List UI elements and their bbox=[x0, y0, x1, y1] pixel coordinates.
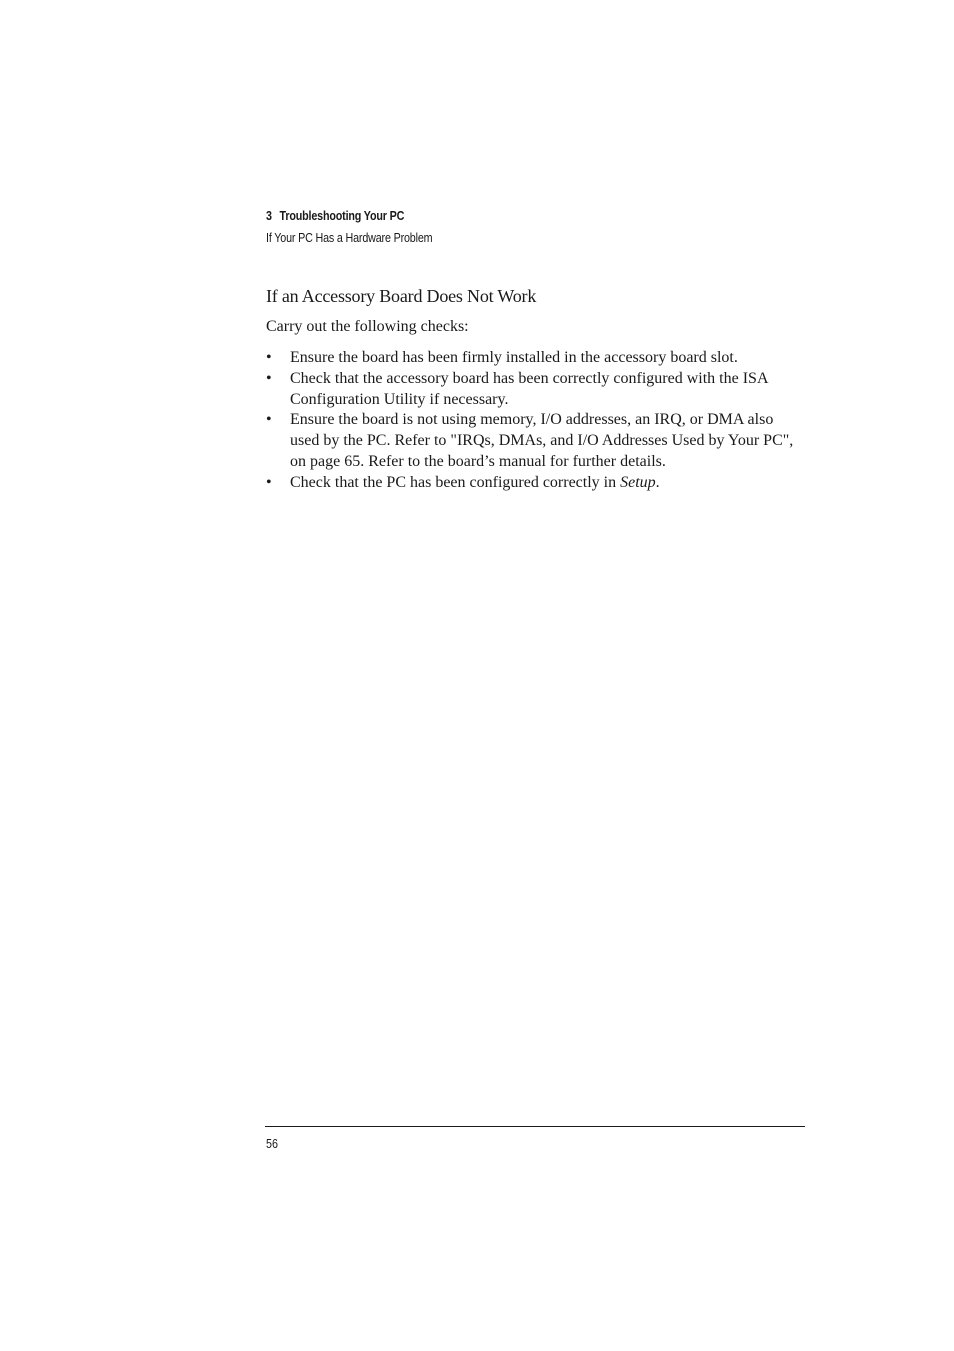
bullet-icon: • bbox=[266, 411, 272, 429]
footer-rule bbox=[265, 1126, 805, 1127]
bullet-icon: • bbox=[266, 473, 272, 491]
chapter-number: 3 bbox=[266, 209, 272, 223]
list-item bbox=[266, 410, 806, 472]
list-item-text: Ensure the board is not using memory, I/O addresses, an IRQ, or DMA also used by the PC. Refer to "IRQs, DMAs, and I/O Addresses Used by Your PC", on page 65. Refer to the board’s manual for further details. bbox=[290, 411, 794, 470]
section-title: If Your PC Has a Hardware Problem bbox=[266, 231, 433, 245]
chapter-heading bbox=[266, 207, 432, 225]
bullet-icon: • bbox=[266, 369, 272, 387]
running-head bbox=[266, 207, 432, 247]
chapter-title: Troubleshooting Your PC bbox=[279, 209, 405, 223]
setup-emphasis: Setup bbox=[620, 473, 656, 491]
list-item bbox=[266, 473, 806, 494]
list-item bbox=[266, 348, 806, 369]
section-heading: If an Accessory Board Does Not Work bbox=[266, 286, 537, 306]
list-item-text: Ensure the board has been firmly installed in the accessory board slot. bbox=[290, 349, 738, 366]
page-number: 56 bbox=[266, 1137, 278, 1151]
intro-text: Carry out the following checks: bbox=[266, 318, 469, 335]
bullet-icon: • bbox=[266, 349, 272, 366]
list-item-text: Check that the PC has been configured correctly in bbox=[290, 473, 617, 491]
list-item-end: . bbox=[655, 473, 660, 491]
list-item bbox=[266, 369, 806, 411]
list-item-text: Check that the accessory board has been correctly configured with the ISA Configuration Utility if necessary. bbox=[290, 369, 768, 408]
main-content bbox=[266, 284, 806, 494]
checks-list bbox=[266, 348, 806, 494]
